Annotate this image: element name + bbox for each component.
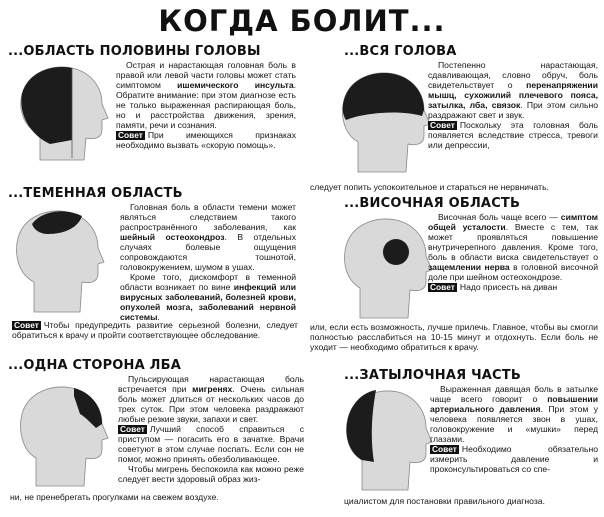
section-body: Острая и нарастающая головная боль в правой или левой части головы может стать симптомом ишемического инсульта. Обратите внимание: при этом диагнозе есть не только выраженная распирающая боль, но и расстройства движения, зрения, памяти, речи и сознания. Совет При имеющихся признаках необходимо вызвать «скорую помощь». — [116, 60, 296, 150]
section-body: Височная боль чаще всего — симптом общей усталости. Вместе с тем, так может проявляться повышение внутричерепного давления. Кроме того, боль в области виска свидетельствует о защемлении нерва в головной височной доле при шейном остеохондрозе. Совет Надо присесть на диван — [428, 212, 598, 292]
head-front-side-dark-icon — [12, 376, 112, 488]
head-side-half-dark-icon — [10, 62, 114, 162]
head-side-back-dark-icon — [340, 384, 436, 492]
advice-badge: Совет — [430, 282, 455, 292]
section-heading: ...ВИСОЧНАЯ ОБЛАСТЬ — [344, 196, 521, 211]
section-tail: Совет Чтобы предупредить развитие серьезной болезни, следует обратиться к врачу и пройти соответствующее обследование. — [12, 320, 298, 340]
section-heading: ...ВСЯ ГОЛОВА — [344, 44, 457, 59]
section-half-head — [8, 44, 298, 164]
section-heading: ...ЗАТЫЛОЧНАЯ ЧАСТЬ — [344, 368, 521, 383]
section-forehead — [8, 358, 304, 514]
advice-badge: Совет — [430, 120, 455, 130]
section-body: Пульсирующая нарастающая боль встречается при мигренях. Очень сильная боль может длиться от нескольких часов до трех суток. При этом человека раздражают любые резкие звуки, запахи и свет. Совет Лучший способ справиться с приступом — погасить его в зачатке. Врачи советуют в этом случае поспать. Если сон не помог, можно принять обезболивающее. Чтобы мигрень беспокоила как можно реже следует вести здоровый образ жиз- — [118, 374, 304, 484]
section-body: Постепенно нарастающая, сдавливающая, словно обруч, боль свидетельствует о перенапряжении мышц, сухожилий плечевого пояса, затылка, лба, связок. При этом сильно раздражают свет и звук. Совет Поскольку эта головная боль появляется вследствие стресса, тревоги или депрессии, — [428, 60, 598, 150]
head-side-crown-dark-icon — [8, 202, 112, 314]
head-side-temple-dark-icon — [338, 212, 438, 320]
advice-badge: Совет — [14, 320, 39, 330]
head-side-top-dark-icon — [336, 64, 436, 174]
section-crown — [8, 186, 298, 356]
advice-badge: Совет — [118, 130, 143, 140]
advice-badge: Совет — [120, 424, 145, 434]
section-tail: или, если есть возможность, лучше прилечь. Главное, чтобы вы смогли полностью расслабиться на 10-15 минут и отдохнуть. Если боль не уходит — необходимо обратиться к врачу. — [310, 322, 598, 352]
section-heading: ...ОБЛАСТЬ ПОЛОВИНЫ ГОЛОВЫ — [8, 44, 261, 59]
section-body: Выраженная давящая боль в затылке чаще всего говорит о повышении артериального давления. При этом у человека появляется звон в ушах, головокружение и «мушки» перед глазами. Совет Необходимо обязательно измерить давление и проконсультироваться со спе- — [430, 384, 598, 474]
section-tail: следует попить успокоительное и стараться не нервничать. — [310, 182, 549, 192]
section-body-extra: Чтобы мигрень беспокоила как можно реже следует вести здоровый образ жиз- — [118, 464, 304, 484]
section-body: Головная боль в области темени может являться следствием такого распространённого заболевания, как шейный остеохондроз. В отдельных случаях болевые ощущения сопровождаются тошнотой, головокружением, шумом в ушах. Кроме того, дискомфорт в теменной области возникает по вине инфекций или вирусных заболеваний, болезней крови, опухолей мозга, заболеваний нервной системы. — [120, 202, 297, 322]
section-tail: ни, не пренебрегать прогулками на свежем воздухе. — [10, 492, 219, 502]
section-temple — [304, 196, 600, 362]
section-tail: циалистом для постановки правильного диагноза. — [344, 496, 545, 506]
page-title: КОГДА БОЛИТ... — [158, 4, 446, 38]
section-whole-head — [304, 44, 600, 194]
section-occipital — [304, 368, 600, 514]
section-heading: ...ТЕМЕННАЯ ОБЛАСТЬ — [8, 186, 183, 201]
advice-badge: Совет — [432, 444, 457, 454]
section-heading: ...ОДНА СТОРОНА ЛБА — [8, 358, 181, 373]
